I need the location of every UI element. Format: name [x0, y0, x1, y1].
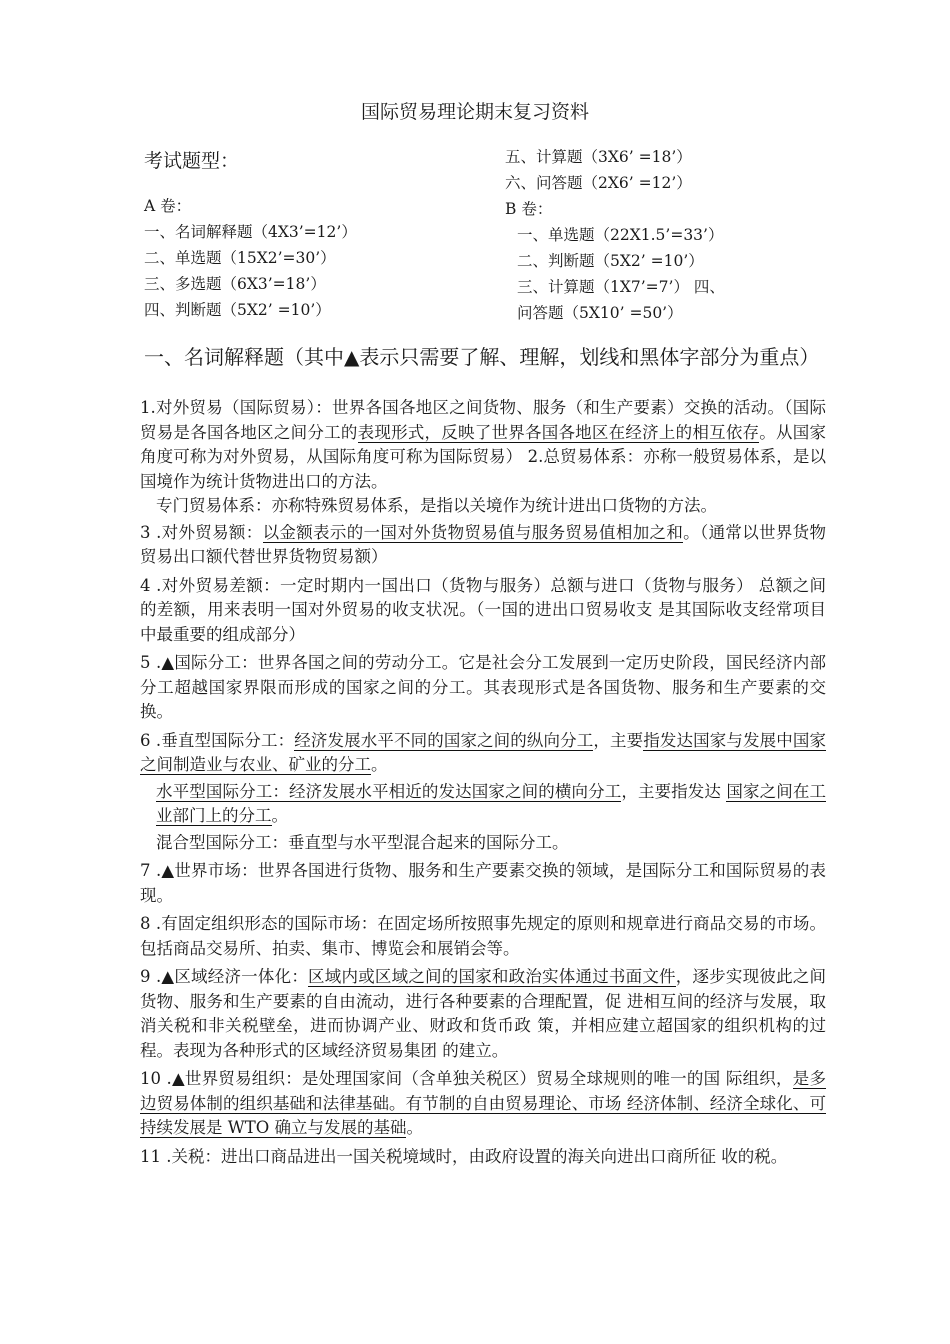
paper-a-item: 三、多选题（6X3’=18’）: [144, 275, 326, 293]
paper-a-item: 六、问答题（2X6’ =12’）: [505, 174, 692, 192]
paper-b-item: 一、单选题（22X1.5’=33’）: [517, 226, 724, 244]
entry-5: 5 .▲国际分工：世界各国之间的劳动分工。它是社会分工发展到一定历史阶段，国民经济内部分工超越国家界限而形成的国家之间的分工。其表现形式是各国货物、服务和生产要素的交换。: [140, 653, 826, 721]
entry-text: ，逐步实现彼此之间货物、服务和生产要素的自由流动，进行各种要素的合理配置，促 进相互间的经济与发展，取消关税和非关税壁垒，进而协调产业、财政和货币政 策，并相应建立超国家的组织机构的过程。表现为各种形式的区域经济贸易集团 的建立。: [140, 967, 827, 1060]
underlined-text: 以金额表示的一国对外货物贸易值与服务贸易值相加之和: [262, 522, 684, 542]
entry-text: ，主要: [593, 730, 644, 750]
entry-1: [140, 396, 826, 494]
paper-b-list: [505, 196, 725, 326]
term-definitions: [140, 396, 826, 1169]
entry-6c: 混合型国际分工：垂直型与水平型混合起来的国际分工。: [156, 832, 569, 852]
entry-text: 6 .垂直型国际分工：: [140, 730, 295, 750]
underlined-text: 经济发展水平相近的发达国家之间的横向分工: [288, 781, 622, 801]
entry-text: 3 .对外贸易额：: [140, 522, 263, 542]
entry-11: 11 .关税：进出口商品进出一国关税境域时，由政府设置的海关向进出口商所征 收的税。: [140, 1146, 788, 1166]
underlined-text: 表现形式，反映了世界各国各地区在经济上的相互依存: [357, 422, 760, 442]
underlined-text: 指发达国家与发展中国家之间制造业与农业、矿业的分工: [140, 730, 827, 774]
entry-text: 1.对外贸易（国际贸易）：世界各国各地区之间货物、服务（和生产要素）交换的活动。（国际贸易是各国各地区之间分工的: [140, 398, 826, 442]
entry-text: 10 .▲世界贸易组织：是处理国家间（含单独关税区）贸易全球规则的唯一的国 际组织，: [140, 1069, 793, 1088]
entry-4: 4 .对外贸易差额：一定时期内一国出口（货物与服务）总额与进口（货物与服务） 总额之间的差额，用来表明一国对外贸易的收支状况。（一国的进出口贸易收支 是其国际收支经常项目中最重要的组成部分）: [140, 575, 826, 644]
underlined-text: 水平型国际分工：: [156, 781, 289, 801]
underlined-text: 区域内或区域之间的国家和政治实体通过书面文件: [308, 967, 676, 986]
entry-10: [140, 1067, 826, 1141]
entry-9: [140, 965, 826, 1063]
entry-text: ，主要指发达: [621, 781, 727, 801]
exam-types-heading: 考试题型：: [144, 150, 240, 172]
entry-3: [140, 521, 826, 570]
paper-a-item: 一、名词解释题（4X3’=12’）: [144, 223, 357, 241]
entry-text: 。: [271, 806, 288, 825]
entry-text: 。: [406, 1118, 423, 1137]
underlined-text: 经济发展水平不同的国家之间的纵向分工: [294, 730, 594, 750]
entry-text: 。（通常以世界货物贸易出口额代替世界货物贸易额）: [140, 522, 827, 566]
underlined-text: 是多边贸易体制的组织基础和法律基础。有节制的自由贸易理论、市场 经济体制、经济全球化、可持续发展是 WTO 确立与发展的基础: [140, 1069, 826, 1137]
entry-6b: [140, 780, 826, 829]
paper-b-label: B 卷：: [505, 200, 553, 218]
underlined-text: 国家之间在工业部门上的分工: [156, 781, 827, 825]
paper-a-item: 五、计算题（3X6’ =18’）: [505, 148, 692, 166]
entry-6: [140, 729, 826, 778]
paper-a-more-list: [505, 144, 692, 196]
entry-8: 8 .有固定组织形态的国际市场：在固定场所按照事先规定的原则和规章进行商品交易的市场。包括商品交易所、拍卖、集市、博览会和展销会等。: [140, 914, 826, 958]
paper-a-label: A 卷：: [144, 197, 192, 215]
paper-b-item: 问答题（5X10’ =50’）: [517, 304, 683, 322]
section-heading: 一、名词解释题（其中▲表示只需要了解、理解，划线和黑体字部分为重点）: [144, 345, 820, 369]
paper-b-item: 二、判断题（5X2’ =10’）: [517, 252, 704, 270]
entry-2b: 专门贸易体系：亦称特殊贸易体系，是指以关境作为统计进出口货物的方法。: [156, 496, 717, 515]
entry-7: 7 .▲世界市场：世界各国进行货物、服务和生产要素交换的领域，是国际分工和国际贸易的表现。: [140, 861, 826, 905]
entry-text: 。: [371, 755, 388, 774]
page-title: 国际贸易理论期末复习资料: [360, 101, 589, 123]
paper-b-item: 三、计算题（1X7’=7’） 四、: [517, 278, 725, 296]
paper-a-item: 二、单选题（15X2’=30’）: [144, 249, 336, 267]
entry-text: 。从国家角度可称为对外贸易，从国际角度可称为国际贸易） 2.总贸易体系：亦称一般贸易体系，是以国境作为统计货物进出口的方法。: [140, 422, 827, 491]
entry-text: 9 .▲区域经济一体化：: [140, 967, 309, 986]
paper-a-list: [144, 193, 357, 323]
paper-a-item: 四、判断题（5X2’ =10’）: [144, 301, 331, 319]
